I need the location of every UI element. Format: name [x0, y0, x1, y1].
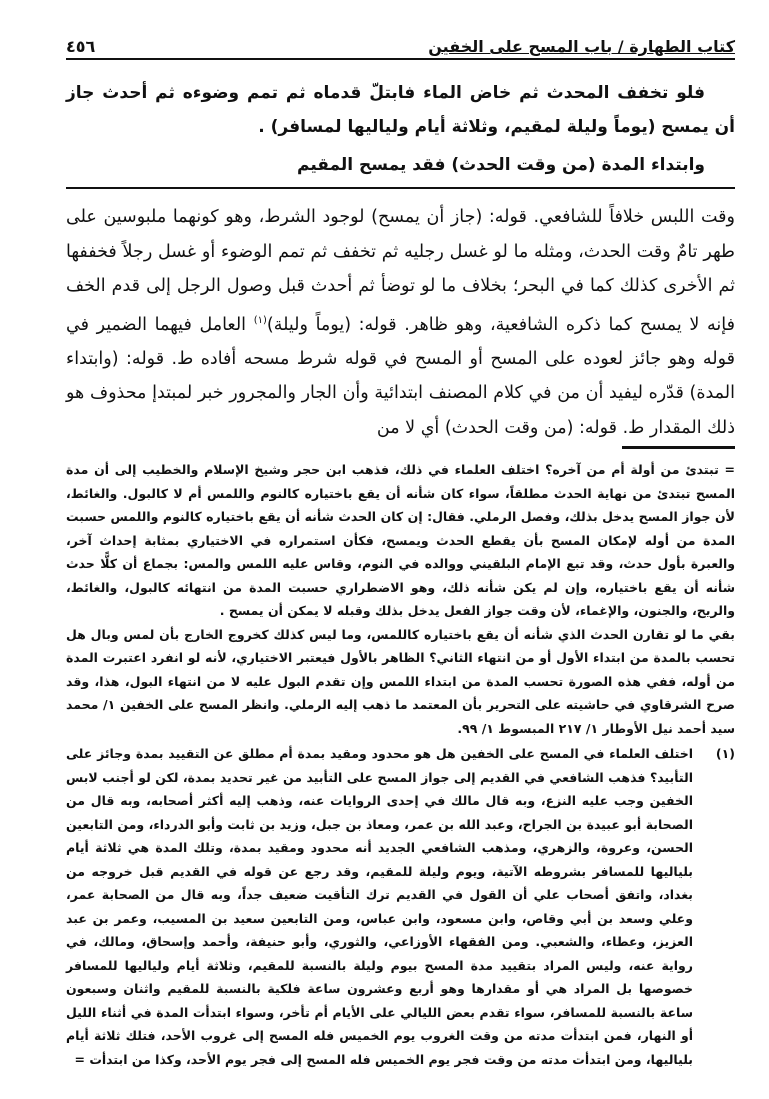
footnote-divider	[622, 446, 735, 449]
commentary-part: وقت اللبس خلافاً للشافعي. قوله: (جاز أن يمسح) لوجود الشرط، وهو كونهما ملبوسين على طهر تامٌ وقت الحدث، ومثله ما لو غسل رجليه ثم تخفف ثم تمم الوضوء أو غسل رجلاً فخففها ثم الأخرى كذلك كما في البحر؛ بخلاف ما لو توضأ ثم أحدث قبل وصول الرجل إلى قدم الخف فإنه لا يمسح كما ذكره الشافعية، وهو ظاهر. قوله: (يوماً وليلة)	[66, 207, 735, 335]
main-text	[66, 76, 735, 182]
footnote-text: اختلف العلماء في المسح على الخفين هل هو محدود ومقيد بمدة أم مطلق عن التقييد بمدة وجائز على التأبيد؟ فذهب الشافعي في القديم إلى جواز المسح على التأبيد من غير تحديد بمدة، لكن لو أجنب لابس الخفين وجب عليه النزع، وبه قال مالك في إحدى الروايات عنه، وذهب إليه أكثر أصحابه، وبه قال من الصحابة أبو عبيدة بن الجراح، وعبد الله بن عمر، ومعاذ بن جبل، وزيد بن ثابت وأبو الدرداء، ومن التابعين الحسن، وعروة، والزهري، ومذهب الشافعي الجديد أنه محدود ومقيد بمدة، وتلك المدة هي ثلاثة أيام بلياليها للمسافر بشروطه الآتية، ويوم وليلة للمقيم، وقد رجع عن قوله في القديم قبل خروجه من بغداد، واتفق أصحاب علي أن القول في القديم ترك التأقيت ضعيف جداً، وبه قال من الصحابة عمر، وعلي وسعد بن أبي وقاص، وابن مسعود، وابن عباس، ومن التابعين سعيد بن المسيب، وعمر بن عبد العزيز، وعطاء، والشعبي. ومن الفقهاء الأوزاعي، والثوري، وأبو حنيفة، وأحمد وإسحاق، ومالك، في رواية عنه، وليس المراد بتقييد مدة المسح بيوم وليلة بالنسبة للمقيم، وثلاثة أيام ولياليها للمسافر خصوصها بل المراد هي أو مقدارها وهو أربع وعشرون ساعة فلكية بالنسبة للمقيم واثنان وسبعون ساعة بالنسبة للمسافر، سواء تقدم بعض الليالي على الأيام أم تأخر، وسواء ابتدأت المدة في أثناء الليل أو النهار، فمن ابتدأت مدته من وقت الغروب يوم الخميس فله المسح إلى غروب الأحد، فتلك ثلاثة أيام بلياليها، ومن ابتدأت مدته من وقت فجر يوم الخميس فله المسح إلى فجر يوم الأحد، وكذا من ابتدأت =	[66, 746, 693, 1067]
commentary-paragraph	[66, 200, 735, 445]
footnote-continuation: = تبتدئ من أولة أم من آخره؟ اختلف العلماء في ذلك، فذهب ابن حجر وشيخ الإسلام والخطيب إلى أن مدة المسح تبتدئ من نهاية الحدث مطلقاً، سواء كان شأنه أن يقع باختياره كالنوم واللمس أم لا كالبول. والغائط، لأن جواز المسح يدخل بذلك، وفصل الرملي. فقال: إن كان الحدث شأنه أن يقع باختياره كالنوم واللمس حسبت المدة من أوله لإمكان المسح بأن يقطع الحدث ويمسح، فكأن استمراره في الاختياري بمثابة إحداث آخر، والعبرة بأول حدث، وقد تبع الإمام البلقيني ووالده في النوم، وقاس عليه اللمس والمس: بجماع أن كلًّا حدث شأنه أن يقع باختياره، وإن لم يكن شأنه ذلك، وهو الاضطراري حسبت المدة من انتهائه كالبول، والغائط، والريح، والجنون، والإغماء، لأن وقت جواز الفعل يدخل بذلك وقبله لا يمكن أن يمسح .	[66, 462, 735, 618]
footnote-reference[interactable]: (١)	[253, 314, 267, 326]
main-text-divider	[66, 187, 735, 189]
page-number: ٤٥٦	[66, 37, 96, 56]
running-header	[66, 32, 735, 60]
footnotes	[66, 458, 735, 1071]
chapter-title: كتاب الطهارة / باب المسح على الخفين	[428, 37, 735, 56]
commentary-text	[66, 200, 735, 445]
main-text-paragraph: فلو تخفف المحدث ثم خاض الماء فابتلّ قدماه ثم تمم وضوءه ثم أحدث جاز أن يمسح (يوماً وليلة لمقيم، وثلاثة أيام ولياليها لمسافر) .	[66, 83, 735, 137]
main-text-paragraph: وابتداء المدة (من وقت الحدث) فقد يمسح المقيم	[297, 155, 705, 175]
footnote-continuation: بقي ما لو تقارن الحدث الذي شأنه أن يقع باختياره كاللمس، وما ليس كذلك كخروج الخارج بأن لمس وبال هل تحسب بالمدة من ابتداء الأول أو من انتهاء الثاني؟ الظاهر بالأول فيعتبر الاختياري، لأنه لو انفرد اعتبرت المدة من أوله، ففي هذه الصورة تحسب المدة من ابتداء اللمس وإن تقدم البول عليه لا من انتهاء البول، هذا، وقد صرح الشرقاوي في حاشيته على التحرير بأن المعتمد ما ذهب إليه الرملي. وانظر المسح على الخفين ١/ محمد سيد أحمد نيل الأوطار ١/ ٢١٧ المبسوط ١/ ٩٩.	[66, 626, 735, 736]
footnote-number: (١)	[715, 746, 735, 761]
commentary-part: العامل فيهما الضمير في قوله وهو جائز لعوده على المسح أو المسح في قوله شرط مسحه أفاده ط. قوله: (وابتداء المدة) قدّره ليفيد أن من في كلام المصنف ابتدائية وأن الجار والمجرور خبر لمبتدإ محذوف هو ذلك المقدار ط. قوله: (من وقت الحدث) أي لا من	[66, 314, 735, 438]
footnote-item	[66, 742, 735, 1071]
